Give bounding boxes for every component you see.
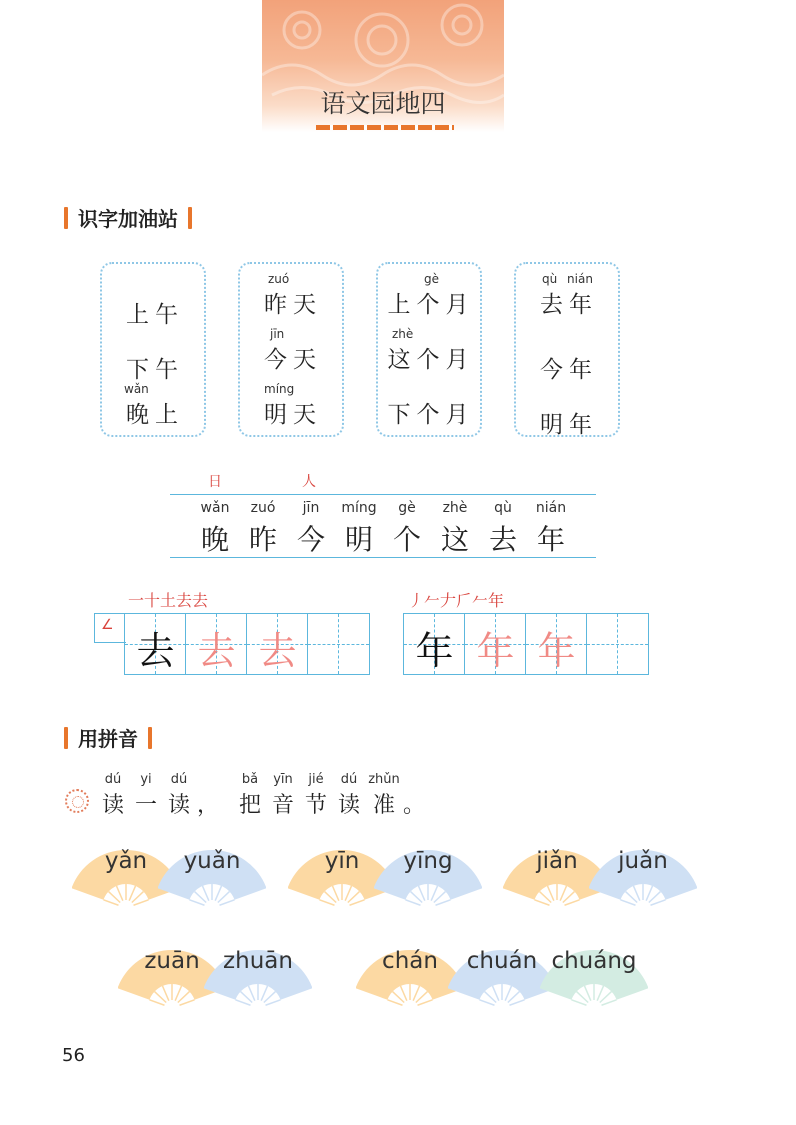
header-banner [262, 0, 504, 132]
fan-syllable: zhuān [223, 948, 293, 974]
sentence-char: dú 读 [337, 772, 360, 818]
word-card-1 [100, 262, 206, 437]
char-item: zuó 昨 [248, 500, 277, 556]
fan-syllable: juǎn [618, 848, 668, 874]
fan-syllable: yuǎn [183, 848, 241, 874]
word-card-4 [514, 262, 620, 437]
writing-grid-nian [403, 613, 649, 675]
fan-syllable: yǎn [104, 848, 148, 874]
sentence-char: zhǔn 准 [368, 772, 400, 818]
fan-syllable: yīng [403, 848, 453, 874]
section-label: 识字加油站 [78, 207, 178, 231]
writing-grid-qu [124, 613, 370, 675]
sentence-char: dú 读 [101, 772, 124, 818]
radical-ren: 人 [302, 474, 316, 490]
word-item: 明年 [540, 412, 598, 438]
word-item: 下午 [126, 357, 184, 383]
fan-syllable: jiǎn [536, 848, 578, 874]
grid-cell: 去 [125, 614, 186, 674]
stroke-order-qu: 一十土去去 [128, 591, 209, 610]
page-title: 语文园地四 [320, 89, 446, 118]
word-item: gè 上个月 [387, 272, 475, 318]
grid-cell: 年 [465, 614, 526, 674]
grid-cell: 年 [404, 614, 465, 674]
fan-card [589, 838, 697, 912]
char-item: wǎn 晚 [200, 500, 230, 556]
fan-syllable: yīn [324, 848, 360, 874]
stroke-order-nian: 丿𠂉𠂇𠂆𠂉年 [408, 591, 505, 610]
char-item: qù 去 [488, 500, 517, 556]
fan-card [374, 838, 482, 912]
sentence-char: yīn 音 [271, 772, 294, 818]
sentence-char: yi 一 [134, 772, 157, 818]
grid-cell: 去 [186, 614, 247, 674]
fan-syllable: zuān [144, 948, 200, 974]
grid-cell [587, 614, 648, 674]
page-number: 56 [62, 1045, 85, 1066]
title-underline [316, 125, 454, 130]
grid-cell: 年 [526, 614, 587, 674]
component-box: ∠ [94, 613, 126, 643]
char-item: jīn 今 [296, 500, 325, 556]
section-label: 用拼音 [78, 727, 138, 751]
char-item: nián 年 [535, 500, 567, 556]
word-item: 今年 [540, 357, 598, 383]
fan-syllable: chuán [466, 948, 538, 974]
section-heading-pinyin [64, 723, 152, 752]
sentence-char: ， [196, 793, 219, 818]
fan-syllable: chán [382, 948, 438, 974]
word-item: wǎn 晚上 [124, 382, 184, 428]
char-item: míng 明 [341, 500, 377, 556]
radical-ri: 日 [208, 474, 222, 490]
word-card-3 [376, 262, 482, 437]
word-item: zhè 这个月 [387, 327, 475, 373]
word-item: qù nián 去年 [540, 272, 598, 318]
fan-card [540, 938, 648, 1012]
section-heading-literacy [64, 203, 192, 232]
grid-cell [308, 614, 369, 674]
word-card-2 [238, 262, 344, 437]
char-item: zhè 这 [440, 500, 469, 556]
word-item: zuó 昨天 [264, 272, 322, 318]
char-item: gè 个 [392, 500, 421, 556]
sentence-char: jié 节 [304, 772, 327, 818]
word-item: 上午 [126, 302, 184, 328]
word-item: jīn 今天 [264, 327, 322, 373]
fan-card [204, 938, 312, 1012]
read-aloud-icon [65, 789, 89, 813]
fan-syllable: chuáng [551, 948, 637, 974]
grid-cell: 去 [247, 614, 308, 674]
sentence-char: bǎ 把 [238, 772, 261, 818]
word-item: míng 明天 [264, 382, 322, 428]
fan-card [158, 838, 266, 912]
word-item: 下个月 [387, 402, 475, 428]
sentence-char: dú 读 [167, 772, 190, 818]
guide-line-top [170, 494, 596, 495]
sentence-char: 。 [402, 793, 425, 818]
